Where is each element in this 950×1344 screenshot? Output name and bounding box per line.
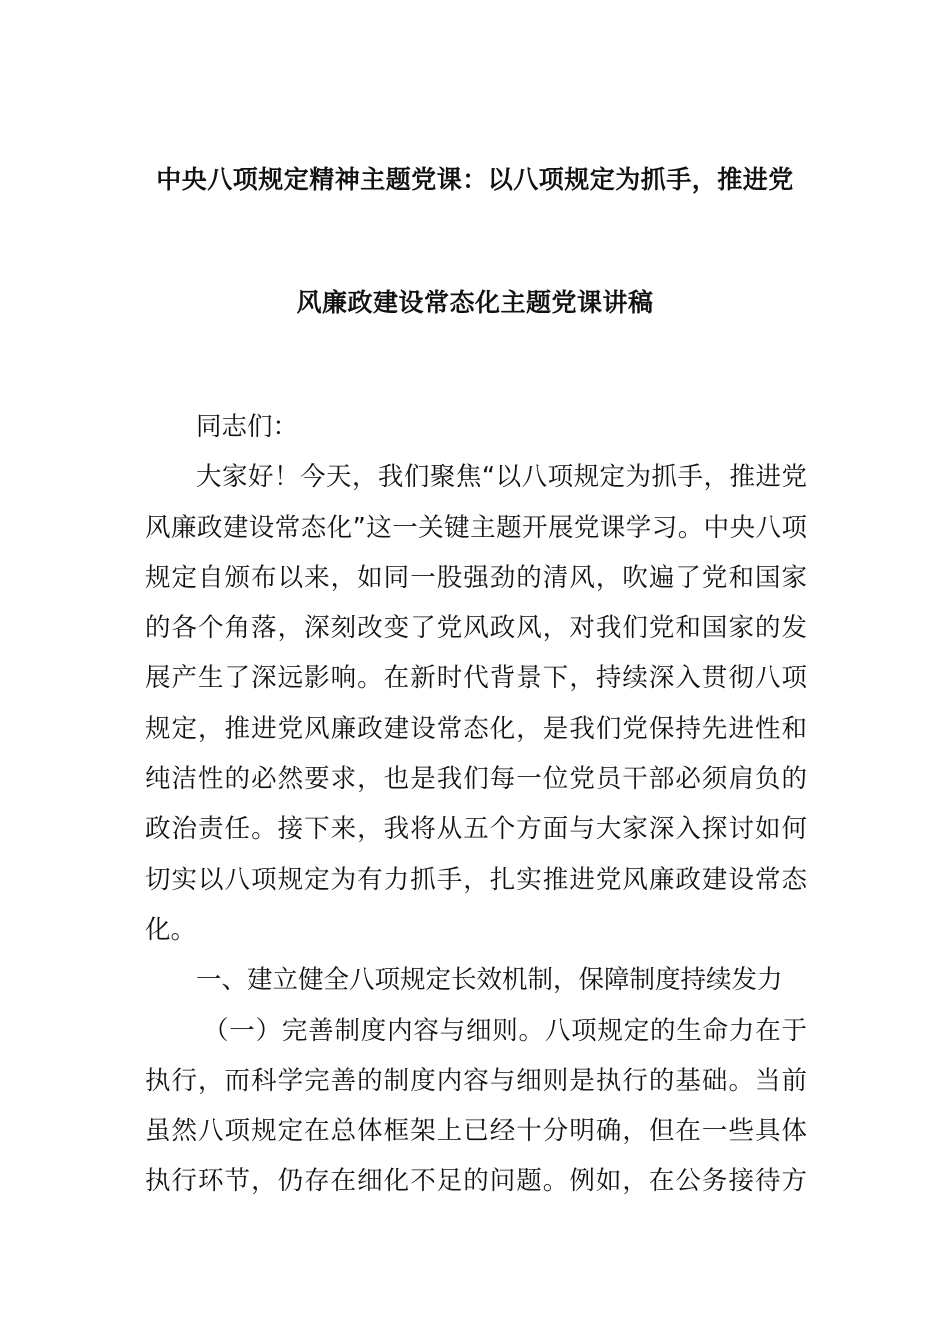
paragraph-line: 展产生了深远影响。在新时代背景下，持续深入贯彻八项: [145, 663, 807, 694]
paragraph-line: 纯洁性的必然要求，也是我们每一位党员干部必须肩负的: [145, 764, 807, 795]
paragraph-line: 执行环节，仍存在细化不足的问题。例如，在公务接待方: [145, 1166, 807, 1197]
paragraph-line: 大家好！今天，我们聚焦“以八项规定为抓手，推进党: [196, 462, 807, 493]
subsection-heading-line: （一）完善制度内容与细则。八项规定的生命力在于: [203, 1015, 807, 1046]
paragraph-line: 切实以八项规定为有力抓手，扎实推进党风廉政建设常态: [145, 864, 807, 895]
document-title-line-1: 中央八项规定精神主题党课：以八项规定为抓手，推进党: [156, 165, 794, 194]
document-title-line-2: 风廉政建设常态化主题党课讲稿: [296, 288, 654, 317]
paragraph-line: 执行，而科学完善的制度内容与细则是执行的基础。当前: [145, 1065, 807, 1096]
salutation: 同志们：: [196, 412, 299, 442]
paragraph-line: 虽然八项规定在总体框架上已经十分明确，但在一些具体: [145, 1116, 807, 1147]
paragraph-line: 规定自颁布以来，如同一股强劲的清风，吹遍了党和国家: [145, 562, 807, 593]
document-body: [145, 402, 807, 1207]
section-heading: 一、建立健全八项规定长效机制，保障制度持续发力: [196, 965, 783, 996]
paragraph-line: 规定，推进党风廉政建设常态化，是我们党保持先进性和: [145, 713, 807, 744]
paragraph-line: 化。: [145, 914, 197, 945]
paragraph-line: 的各个角落，深刻改变了党风政风，对我们党和国家的发: [145, 613, 807, 644]
paragraph-line: 风廉政建设常态化”这一关键主题开展党课学习。中央八项: [145, 512, 807, 543]
paragraph-line: 政治责任。接下来，我将从五个方面与大家深入探讨如何: [145, 814, 807, 845]
